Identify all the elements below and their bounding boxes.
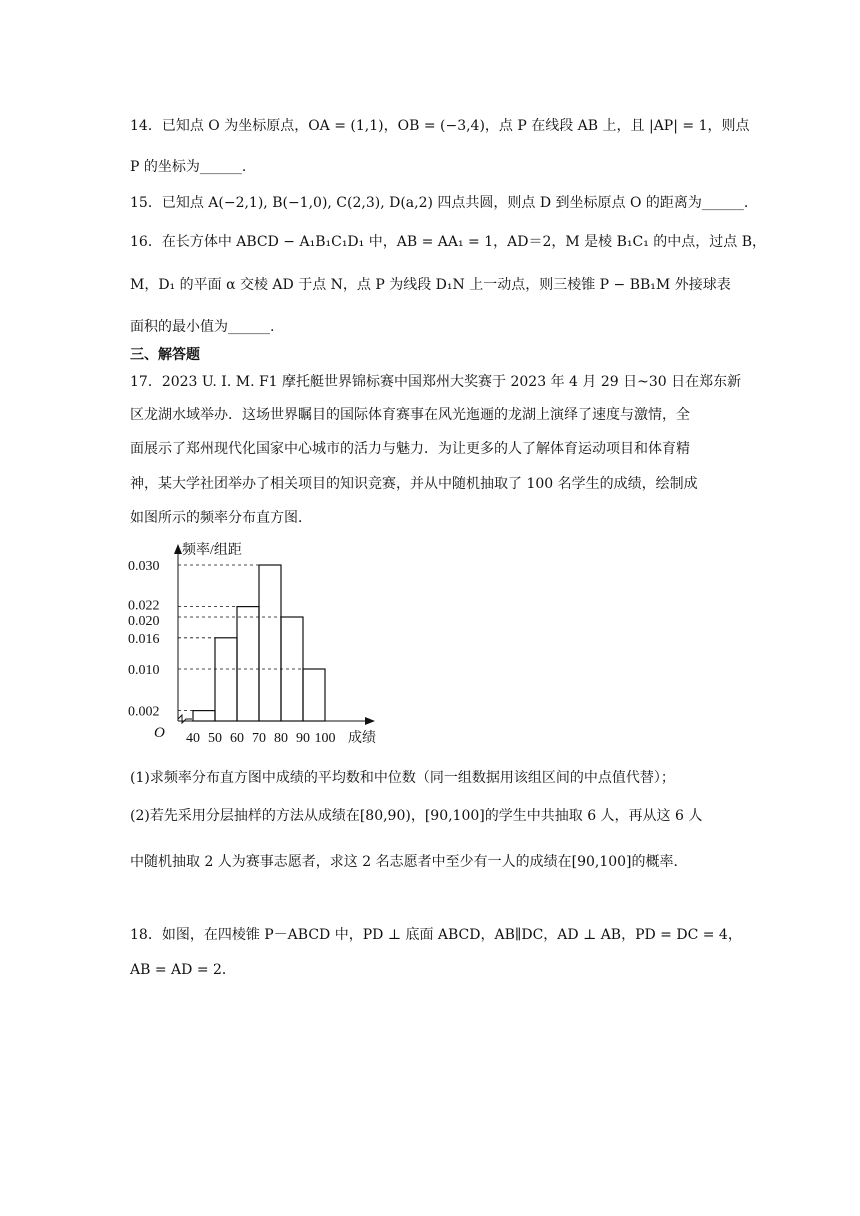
axis-break (178, 715, 192, 723)
q18-line-1: 18．如图，在四棱锥 P－ABCD 中，PD ⊥ 底面 ABCD，AB∥DC，AD ⊥ AB，PD = DC = 4， (130, 927, 742, 943)
y-tick-label: 0.010 (128, 663, 160, 678)
q17-part-2-line-2: 中随机抽取 2 人为赛事志愿者，求这 2 名志愿者中至少有一人的成绩在[90,100]的概率． (130, 854, 688, 870)
x-tick-label: 80 (274, 731, 288, 746)
histogram-labels (128, 542, 376, 746)
q17-line-1: 17．2023 U. I. M. F1 摩托艇世界锦标赛中国郑州大奖赛于 2023 年 4 月 29 日~30 日在郑东新 (130, 374, 742, 390)
x-tick-label: 40 (186, 731, 200, 746)
q14-line-1: 14．已知点 O 为坐标原点，OA = (1,1)，OB = (−3,4)，点 P 在线段 AB 上，且 |AP| = 1，则点 (130, 118, 750, 134)
q16-line-3: 面积的最小值为______. (130, 319, 275, 335)
y-tick-label: 0.030 (128, 559, 160, 574)
origin-label: O (154, 725, 165, 741)
histogram-dashed-lines (178, 565, 303, 711)
y-axis-arrow (174, 544, 182, 554)
x-tick-label: 50 (208, 731, 222, 746)
x-tick-label: 70 (252, 731, 266, 746)
q17-part-2-line-1: (2)若先采用分层抽样的方法从成绩在[80,90)，[90,100]的学生中共抽取 6 人，再从这 6 人 (130, 808, 703, 824)
q17-line-5: 如图所示的频率分布直方图． (130, 510, 312, 526)
histogram-axes (174, 544, 375, 725)
section-title: 三、解答题 (130, 347, 200, 363)
bar-[60,70) (237, 607, 259, 721)
bar-[50,60) (215, 638, 237, 721)
q17-line-4: 神，某大学社团举办了相关项目的知识竞赛，并从中随机抽取了 100 名学生的成绩，绘制成 (130, 476, 698, 492)
q18-line-2: AB = AD = 2． (130, 962, 236, 978)
q17-part-1: (1)求频率分布直方图中成绩的平均数和中位数（同一组数据用该组区间的中点值代替）； (130, 770, 675, 786)
q17-line-2: 区龙湖水域举办．这场世界瞩目的国际体育赛事在风光迤逦的龙湖上演绎了速度与激情，全 (130, 407, 690, 423)
bar-[70,80) (259, 565, 281, 721)
q15-line-1: 15．已知点 A(−2,1), B(−1,0), C(2,3), D(a,2) 四点共圆，则点 D 到坐标原点 O 的距离为______. (130, 195, 749, 211)
y-tick-label: 0.016 (128, 631, 160, 647)
q16-line-1: 16．在长方体中 ABCD − A₁B₁C₁D₁ 中，AB = AA₁ = 1，AD＝2，M 是棱 B₁C₁ 的中点，过点 B， (130, 234, 767, 250)
q14-line-2: P 的坐标为______. (130, 159, 247, 175)
x-tick-label: 90 (296, 731, 310, 746)
x-axis-label: 成绩 (348, 731, 376, 746)
x-tick-label: 100 (314, 731, 336, 746)
q16-line-2: M，D₁ 的平面 α 交棱 AD 于点 N，点 P 为线段 D₁N 上一动点，则三棱锥 P − BB₁M 外接球表 (130, 277, 731, 293)
frequency-histogram (125, 540, 395, 752)
q17-line-3: 面展示了郑州现代化国家中心城市的活力与魅力．为让更多的人了解体育运动项目和体育精 (130, 441, 690, 457)
x-axis-arrow (365, 717, 375, 725)
y-tick-label: 0.002 (128, 704, 160, 720)
y-tick-label: 0.020 (128, 614, 160, 629)
y-axis-label: 频率/组距 (182, 543, 242, 558)
bar-[40,50) (193, 711, 215, 721)
x-tick-label: 60 (230, 731, 244, 746)
bar-[90,100] (303, 669, 325, 721)
histogram-bars (193, 565, 325, 721)
y-tick-label: 0.022 (128, 598, 160, 614)
